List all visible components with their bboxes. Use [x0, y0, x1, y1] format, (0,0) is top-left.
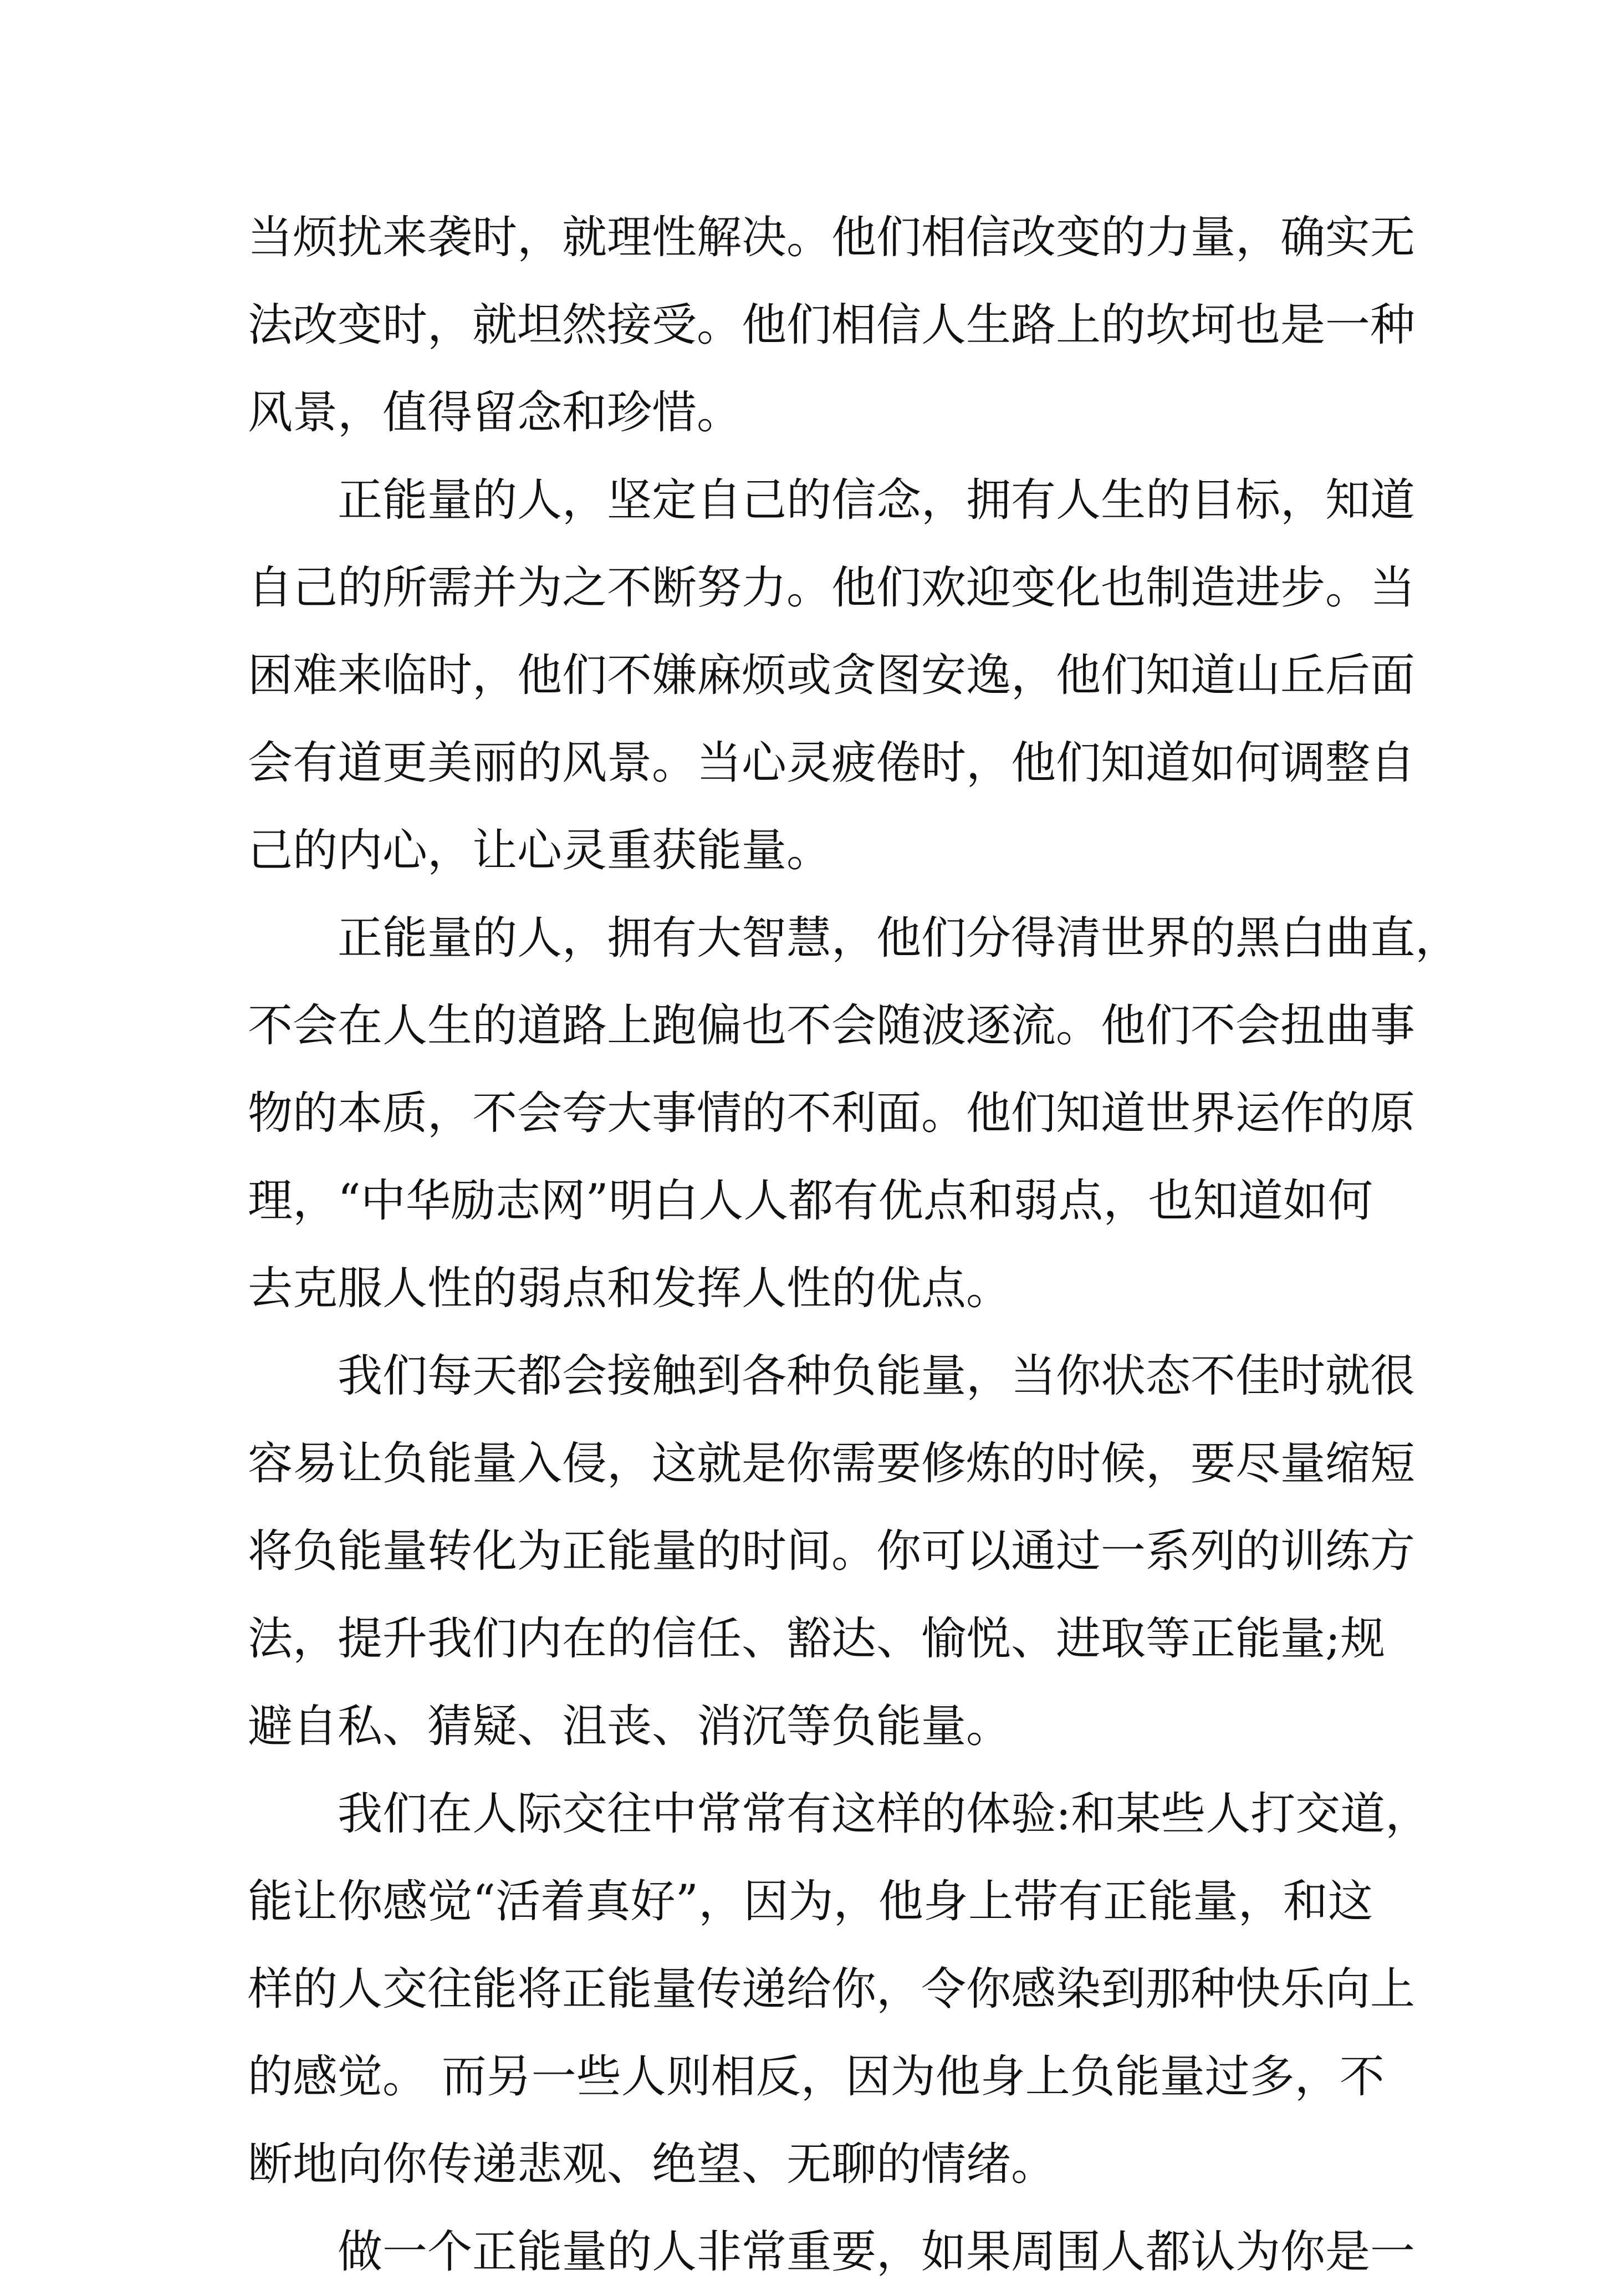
text-line: 断地向你传递悲观、绝望、无聊的情绪。 [248, 2139, 1056, 2191]
text-line: 我们每天都会接触到各种负能量，当你状态不佳时就很 [338, 1350, 1416, 1402]
text-line: 法，提升我们内在的信任、豁达、愉悦、进取等正能量;规 [248, 1613, 1386, 1665]
paragraph-4 [248, 1333, 1416, 1771]
text-line: 避自私、猜疑、沮丧、消沉等负能量。 [248, 1701, 1012, 1753]
text-line: 会有道更美丽的风景。当心灵疲倦时，他们知道如何调整自 [248, 737, 1416, 789]
text-line: 做一个正能量的人非常重要，如果周围人都认为你是一 [338, 2226, 1416, 2278]
text-line: 将负能量转化为正能量的时间。你可以通过一系列的训练方 [248, 1525, 1416, 1578]
text-line: 不会在人生的道路上跑偏也不会随波逐流。他们不会扭曲事 [248, 1000, 1416, 1052]
text-line: 风景，值得留念和珍惜。 [248, 387, 742, 439]
text-line: 正能量的人，拥有大智慧，他们分得清世界的黑白曲直， [338, 912, 1460, 965]
document-body [248, 194, 1460, 2296]
paragraph-1 [248, 194, 1416, 457]
paragraph-3 [248, 895, 1460, 1333]
paragraph-2 [248, 457, 1416, 895]
text-line: 去克服人性的弱点和发挥人性的优点。 [248, 1263, 1012, 1315]
text-line: 当烦扰来袭时，就理性解决。他们相信改变的力量，确实无 [248, 212, 1416, 264]
text-line: 己的内心，让心灵重获能量。 [248, 825, 832, 877]
text-line: 的感觉。 而另一些人则相反，因为他身上负能量过多，不 [248, 2051, 1385, 2103]
paragraph-5 [248, 1771, 1431, 2208]
text-line: 容易让负能量入侵，这就是你需要修炼的时候，要尽量缩短 [248, 1438, 1416, 1490]
text-line: 困难来临时，他们不嫌麻烦或贪图安逸，他们知道山丘后面 [248, 650, 1416, 702]
text-line: 我们在人际交往中常常有这样的体验:和某些人打交道， [338, 1788, 1431, 1840]
text-line: 自己的所需并为之不断努力。他们欢迎变化也制造进步。当 [248, 562, 1416, 614]
text-line: 理，“中华励志网”明白人人都有优点和弱点，也知道如何 [248, 1175, 1373, 1227]
text-line: 能让你感觉“活着真好”，因为，他身上带有正能量，和这 [248, 1876, 1373, 1928]
text-line: 法改变时，就坦然接受。他们相信人生路上的坎坷也是一种 [248, 299, 1416, 351]
text-line: 样的人交往能将正能量传递给你，令你感染到那种快乐向上 [248, 1963, 1416, 2016]
paragraph-6 [248, 2208, 1416, 2296]
text-line: 物的本质，不会夸大事情的不利面。他们知道世界运作的原 [248, 1088, 1416, 1140]
text-line: 正能量的人，坚定自己的信念，拥有人生的目标，知道 [338, 474, 1416, 527]
